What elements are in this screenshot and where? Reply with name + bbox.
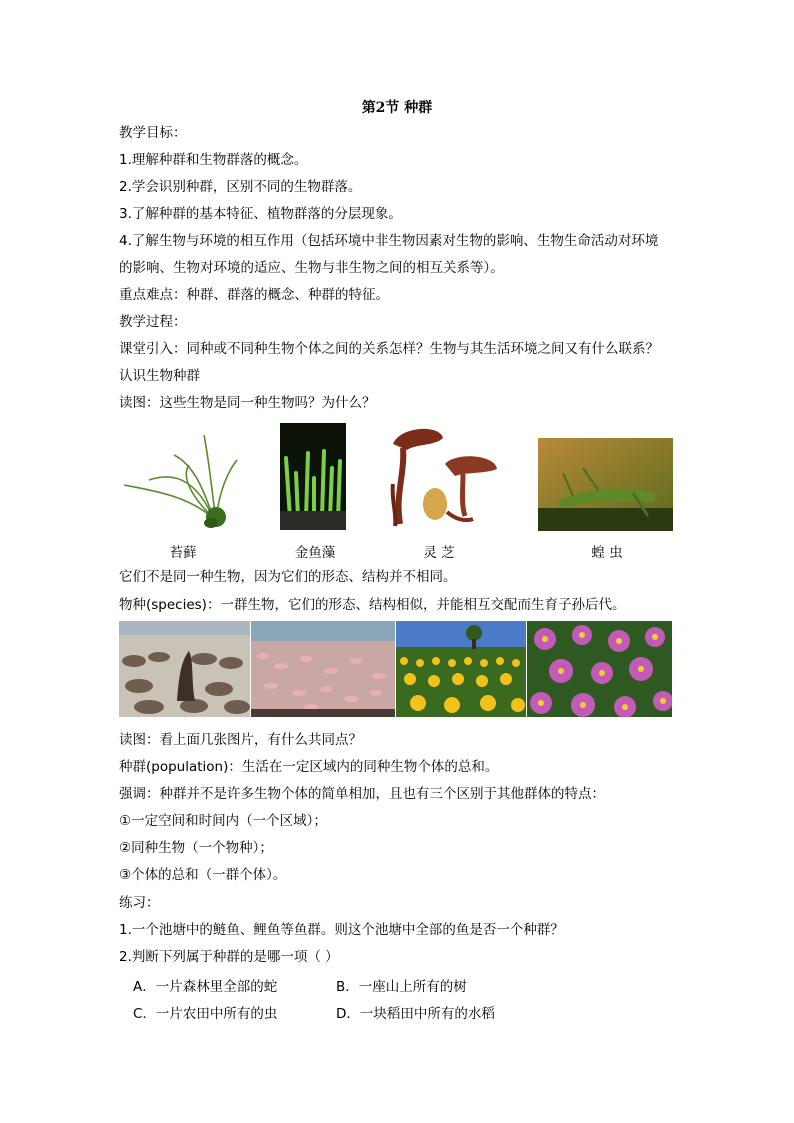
page-title: 第2节 种群 (361, 100, 433, 116)
option-c: C．一片农田中所有的虫 (133, 1006, 278, 1022)
question-1: 1.一个池塘中的鲢鱼、鲤鱼等鱼群。则这个池塘中全部的鱼是否一个种群？ (119, 922, 564, 938)
sunflowers-image (396, 621, 526, 717)
key-points: 重点难点：种群、群落的概念、种群的特征。 (119, 287, 389, 303)
read-question-1: 读图：这些生物是同一种生物吗？为什么？ (119, 395, 376, 411)
asters-image (527, 621, 672, 717)
objective-2: 2.学会识别种群，区别不同的生物群落。 (119, 179, 362, 195)
moss-caption: 苔藓 (169, 545, 197, 561)
objective-4-line2: 的影响、生物对环境的适应、生物与非生物之间的相互关系等）。 (119, 260, 504, 276)
species-definition: 物种(species)：一群生物，它们的形态、结构相似，并能相互交配而生育子孙后代。 (119, 597, 626, 613)
objective-3: 3.了解种群的基本特征、植物群落的分层现象。 (119, 206, 402, 222)
lingzhi-image (385, 424, 500, 532)
exercise-heading: 练习： (119, 895, 160, 911)
lingzhi-caption: 灵 芝 (423, 545, 455, 561)
read-question-2: 读图：看上面几张图片，有什么共同点？ (119, 732, 362, 748)
point-1: ①一定空间和时间内（一个区域）； (119, 813, 327, 829)
point-3: ③个体的总和（一群个体）。 (119, 867, 287, 883)
objective-4-line1: 4.了解生物与环境的相互作用（包括环境中非生物因素对生物的影响、生物生命活动对环境 (119, 233, 659, 249)
moss-image (119, 425, 239, 535)
seals-image (119, 621, 250, 717)
recognize-heading: 认识生物种群 (119, 368, 200, 384)
flamingos-image (251, 621, 395, 717)
point-2: ②同种生物（一个物种）； (119, 840, 273, 856)
locust-image (538, 438, 673, 531)
objective-1: 1.理解种群和生物群落的概念。 (119, 152, 308, 168)
goldfish-weed-caption: 金鱼藻 (294, 545, 336, 561)
population-definition: 种群(population)：生活在一定区域内的同种生物个体的总和。 (119, 759, 499, 775)
emphasis-text: 强调：种群并不是许多生物个体的简单相加，且也有三个区别于其他群体的特点： (119, 786, 605, 802)
process-heading: 教学过程： (119, 314, 187, 330)
option-b: B．一座山上所有的树 (336, 979, 467, 995)
goldfish-weed-image (280, 423, 346, 530)
question-2: 2.判断下列属于种群的是哪一项（ ） (119, 949, 339, 965)
option-a: A．一片森林里全部的蛇 (133, 979, 278, 995)
locust-caption: 蝗 虫 (591, 545, 623, 561)
answer-1: 它们不是同一种生物，因为它们的形态、结构并不相同。 (119, 569, 457, 585)
intro-text: 课堂引入：同种或不同种生物个体之间的关系怎样？生物与其生活环境之间又有什么联系？ (119, 341, 659, 357)
objectives-heading: 教学目标： (119, 125, 187, 141)
option-d: D．一块稻田中所有的水稻 (336, 1006, 495, 1022)
